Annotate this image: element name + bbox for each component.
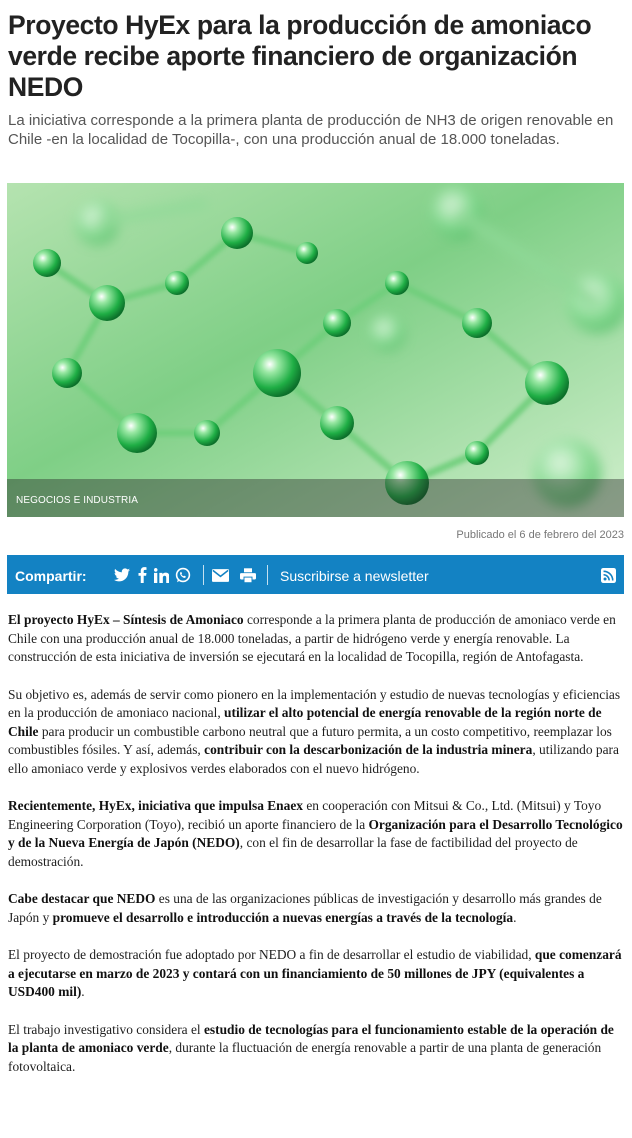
email-icon[interactable] [211, 566, 229, 584]
publish-date: Publicado el 6 de febrero del 2023 [456, 529, 624, 541]
text-run: , con el fin de desarrollar la fase de factibilidad del proyecto de demostración. [8, 835, 578, 869]
twitter-icon[interactable] [113, 566, 131, 584]
bold-text: Recientemente, HyEx, iniciativa que impulsa Enaex [8, 798, 303, 813]
bold-text: estudio de tecnologías para el funcionamiento estable de la operación de la planta de amoniaco verde [8, 1021, 614, 1055]
bold-text: Cabe destacar que NEDO [8, 891, 156, 906]
hero-image [7, 183, 624, 517]
facebook-icon[interactable] [133, 566, 151, 584]
text-run: para producir un combustible carbono neutral que a futuro permita, a un costo competitivo, reemplazar los combustibles fósiles. Y así, además, [8, 723, 612, 757]
article-body [8, 611, 624, 1095]
page-title: Proyecto HyEx para la producción de amoniaco verde recibe aporte financiero de organización NEDO [8, 10, 592, 102]
linkedin-icon[interactable] [152, 566, 170, 584]
print-icon[interactable] [239, 566, 257, 584]
paragraph [8, 797, 624, 871]
article-subtitle: La iniciativa corresponde a la primera planta de producción de NH3 de origen renovable en Chile -en la localidad de Tocopilla-, con una producción anual de 18.000 toneladas. [8, 112, 614, 148]
text-run: , utilizando para ello amoniaco verde y explosivos verdes elaborados con el nuevo hidrógeno. [8, 742, 619, 776]
whatsapp-icon[interactable] [174, 566, 192, 584]
share-divider [267, 565, 268, 585]
text-run: es una de las organizaciones públicas de investigación y desarrollo más grandes de Japón y [8, 891, 602, 925]
bold-text: utilizar el alto potencial de energía renovable de la región norte de Chile [8, 705, 602, 739]
paragraph [8, 890, 624, 927]
paragraph [8, 611, 624, 667]
molecule-illustration [7, 183, 624, 517]
share-bar [7, 555, 624, 594]
bold-text: contribuir con la descarbonización de la industria minera [204, 742, 533, 757]
share-divider [203, 565, 204, 585]
text-run: corresponde a la primera planta de producción de amoniaco verde en Chile con una producción anual de 18.000 toneladas, a partir de hidrógeno verde y energía renovable. La construcción de esta iniciativa de inversión se ejecutará en la localidad de Tocopilla, región de Antofagasta. [8, 612, 616, 664]
newsletter-link[interactable]: Suscribirse a newsletter [280, 568, 429, 584]
paragraph [8, 686, 624, 779]
text-run: El trabajo investigativo considera el [8, 1021, 204, 1037]
share-label: Compartir: [15, 568, 87, 584]
paragraph [8, 1021, 624, 1077]
category-label[interactable]: NEGOCIOS E INDUSTRIA [16, 495, 139, 506]
bold-text: promueve el desarrollo e introducción a nuevas energías a través de la tecnología [52, 909, 514, 925]
text-run: . [81, 984, 85, 999]
bold-text: El proyecto HyEx – Síntesis de Amoniaco [8, 612, 244, 627]
bold-text: Organización para el Desarrollo Tecnológico y de la Nueva Energía de Japón (NEDO) [8, 816, 623, 850]
text-run: Su objetivo es, además de servir como pionero en la implementación y estudio de nuevas tecnologías y eficiencias en la producción de amoniaco nacional, [8, 686, 621, 720]
bold-text: que comenzará a ejecutarse en marzo de 2023 y contará con un financiamiento de 50 millones de JPY (equivalentes a USD400 mil) [8, 947, 622, 999]
text-run: en cooperación con Mitsui & Co., Ltd. (Mitsui) y Toyo Engineering Corporation (Toyo), recibió un aporte financiero de la [8, 798, 602, 832]
text-run: , durante la fluctuación de energía renovable a partir de una planta de generación fotovoltaica. [8, 1040, 602, 1074]
text-run: . [513, 909, 517, 925]
paragraph [8, 946, 624, 1002]
rss-icon[interactable] [599, 566, 617, 584]
text-run: El proyecto de demostración fue adoptado por NEDO a fin de desarrollar el estudio de viabilidad, [8, 947, 535, 962]
